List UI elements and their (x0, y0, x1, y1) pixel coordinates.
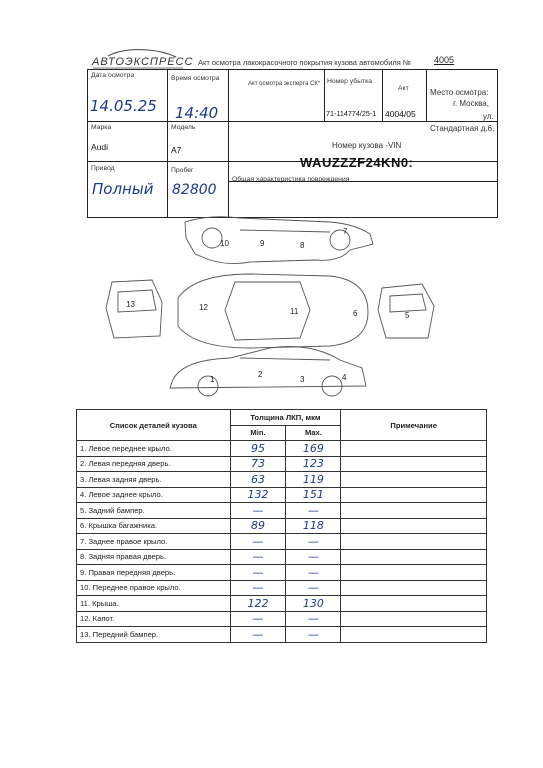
place-value-line3: Стандартная д.6, (430, 124, 495, 133)
part-name: 11. Крыша. (77, 596, 231, 612)
table-row (77, 487, 487, 503)
note-cell (341, 487, 487, 503)
document-title: Акт осмотра лакокрасочного покрытия кузова автомобиля № (198, 58, 411, 67)
header-parts-list: Список деталей кузова (77, 410, 231, 441)
note-cell (341, 456, 487, 472)
note-cell (341, 518, 487, 534)
part-name: 9. Правая передняя дверь. (77, 565, 231, 581)
note-cell (341, 549, 487, 565)
thickness-max: — (307, 581, 319, 595)
thickness-min: 73 (251, 457, 265, 471)
part-name: 13. Передний бампер. (77, 627, 231, 643)
zone-label-3: 3 (300, 375, 305, 384)
zone-label-7: 7 (343, 227, 348, 236)
grid-line (324, 69, 325, 121)
company-logo (88, 48, 194, 68)
vin-value: WAUZZZF24KN0: (300, 155, 414, 170)
zone-label-6: 6 (353, 309, 358, 318)
thickness-min: — (252, 550, 264, 564)
header-thickness: Толщина ЛКП, мкм (230, 410, 341, 426)
grid-line (497, 69, 498, 217)
damage-label: Общая характеристика повреждения (232, 176, 350, 183)
table-row (77, 549, 487, 565)
note-cell (341, 627, 487, 643)
model-label: Модель (171, 124, 196, 131)
thickness-max: — (307, 565, 319, 579)
note-cell (341, 565, 487, 581)
thickness-min: 122 (247, 596, 269, 610)
table-row (77, 441, 487, 457)
vin-label: Номер кузова -VIN (332, 141, 402, 150)
part-name: 1. Левое переднее крыло. (77, 441, 231, 457)
logo-text: АВТОЭКСПРЕСС (92, 56, 194, 68)
part-name: 10. Переднее правое крыло. (77, 580, 231, 596)
table-row (77, 503, 487, 519)
thickness-max: 169 (302, 441, 324, 455)
part-name: 4. Левое заднее крыло. (77, 487, 231, 503)
table-row (77, 580, 487, 596)
zone-label-2: 2 (258, 370, 263, 379)
note-cell (341, 441, 487, 457)
grid-line (87, 69, 498, 70)
table-row (77, 611, 487, 627)
table-row (77, 627, 487, 643)
zone-label-5: 5 (405, 311, 410, 320)
part-name: 5. Задний бампер. (77, 503, 231, 519)
zone-label-8: 8 (300, 241, 305, 250)
parts-thickness-table (76, 409, 487, 643)
place-label: Место осмотра: (430, 88, 489, 97)
grid-line (87, 69, 88, 217)
thickness-max: — (307, 627, 319, 641)
header-note: Примечание (341, 410, 487, 441)
note-cell (341, 611, 487, 627)
header-min: Min. (230, 425, 286, 441)
zone-label-1: 1 (210, 375, 215, 384)
thickness-max: — (307, 503, 319, 517)
header-max: Max. (286, 425, 341, 441)
loss-number-value: 71-114774/25-1 (326, 109, 377, 118)
grid-line (87, 161, 498, 162)
table-row (77, 534, 487, 550)
model-value: A7 (171, 145, 182, 155)
zone-label-11: 11 (290, 307, 299, 316)
note-cell (341, 472, 487, 488)
zone-label-4: 4 (342, 373, 347, 382)
table-row (77, 565, 487, 581)
part-name: 12. Капот. (77, 611, 231, 627)
thickness-max: — (307, 612, 319, 626)
thickness-min: — (252, 565, 264, 579)
part-name: 2. Левая передняя дверь. (77, 456, 231, 472)
thickness-min: 63 (251, 472, 265, 486)
inspection-date-label: Дата осмотра (91, 72, 135, 79)
thickness-max: — (307, 534, 319, 548)
thickness-min: — (252, 581, 264, 595)
zone-label-13: 13 (126, 300, 135, 309)
loss-number-label: Номер убытка (327, 78, 373, 85)
expert-act-label: Акт осмотра эксперта СК* (248, 81, 321, 87)
thickness-min: 89 (251, 519, 265, 533)
thickness-min: 95 (251, 441, 265, 455)
document-number: 4005 (434, 55, 455, 65)
note-cell (341, 580, 487, 596)
act-value: 4004/05 (385, 109, 416, 119)
thickness-max: — (307, 550, 319, 564)
table-row (77, 456, 487, 472)
right-side-view (185, 217, 373, 264)
table-row (77, 596, 487, 612)
part-name: 8. Задняя правая дверь. (77, 549, 231, 565)
car-body-diagram (100, 210, 445, 405)
thickness-max: 119 (302, 472, 324, 486)
thickness-min: — (252, 534, 264, 548)
inspection-date-value: 14.05.25 (90, 97, 157, 115)
zone-label-12: 12 (199, 303, 208, 312)
mileage-label: Пробег (171, 167, 194, 174)
part-name: 7. Заднее правое крыло. (77, 534, 231, 550)
note-cell (341, 534, 487, 550)
grid-line (382, 69, 383, 121)
table-row (77, 472, 487, 488)
zone-label-9: 9 (260, 239, 265, 248)
zone-label-10: 10 (220, 239, 229, 248)
inspection-time-label: Время осмотра (171, 75, 220, 82)
grid-line (426, 69, 427, 121)
drive-label: Привод (91, 165, 115, 172)
grid-line (87, 121, 498, 122)
front-view (106, 280, 162, 338)
thickness-min: 132 (247, 488, 269, 502)
brand-label: Марка (91, 124, 112, 131)
thickness-max: 118 (302, 519, 324, 533)
note-cell (341, 596, 487, 612)
part-name: 6. Крышка багажника. (77, 518, 231, 534)
thickness-max: 130 (302, 596, 324, 610)
drive-value: Полный (92, 180, 154, 198)
place-value-line2: ул. (483, 112, 494, 121)
thickness-max: 123 (302, 457, 324, 471)
place-value-line1: г. Москва, (453, 99, 489, 108)
thickness-min: — (252, 627, 264, 641)
thickness-min: — (252, 612, 264, 626)
thickness-min: — (252, 503, 264, 517)
table-row (77, 518, 487, 534)
act-label: Акт (398, 85, 409, 92)
inspection-time-value: 14:40 (175, 104, 219, 122)
thickness-max: 151 (302, 488, 324, 502)
grid-line (228, 69, 229, 217)
grid-line (167, 69, 168, 217)
brand-value: Audi (91, 142, 109, 152)
note-cell (341, 503, 487, 519)
part-name: 3. Левая задняя дверь. (77, 472, 231, 488)
mileage-value: 82800 (172, 182, 217, 198)
